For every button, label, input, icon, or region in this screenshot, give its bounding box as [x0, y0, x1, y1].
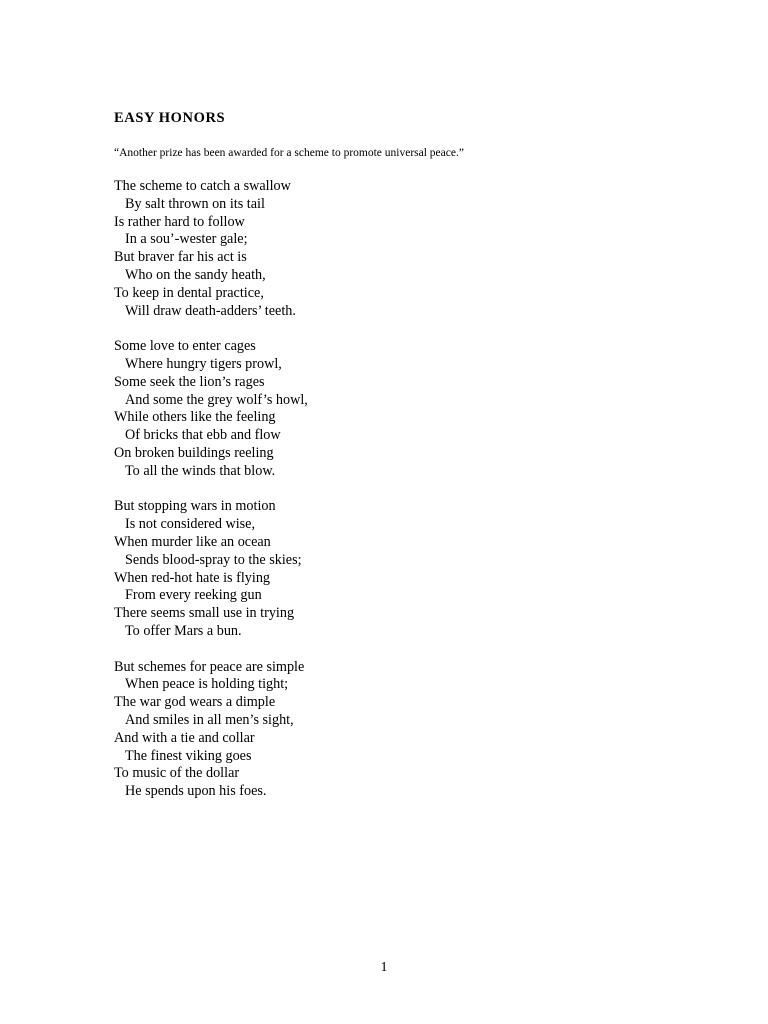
poem-line: When murder like an ocean [114, 533, 271, 550]
poem-line: Is not considered wise, [125, 516, 256, 533]
poem-line: Of bricks that ebb and flow [125, 427, 281, 444]
poem-line: And smiles in all men’s sight, [125, 711, 294, 728]
stanza-2 [114, 338, 674, 480]
poem-line: And some the grey wolf’s howl, [125, 391, 308, 408]
poem-line: The war god wears a dimple [114, 694, 276, 711]
poem-line: When peace is holding tight; [125, 676, 289, 693]
poem-line: Is rather hard to follow [114, 213, 245, 230]
poem-line: To all the winds that blow. [125, 462, 276, 479]
poem-line: There seems small use in trying [114, 605, 295, 622]
poem-line: He spends upon his foes. [125, 783, 267, 800]
poem-line: Will draw death-adders’ teeth. [125, 302, 296, 319]
poem-line: To music of the dollar [114, 765, 240, 782]
poem-line: On broken buildings reeling [114, 444, 274, 461]
poem-line: While others like the feeling [114, 409, 276, 426]
poem-line: In a sou’-wester gale; [125, 231, 248, 248]
poem-line: To keep in dental practice, [114, 284, 264, 301]
poem-line: The scheme to catch a swallow [114, 178, 291, 194]
poem-line: But braver far his act is [114, 249, 247, 266]
poem-line: From every reeking gun [125, 587, 262, 604]
stanza-3 [114, 498, 674, 640]
epigraph: “Another prize has been awarded for a scheme to promote universal peace.” [114, 147, 464, 159]
poem-line: Some seek the lion’s rages [114, 373, 265, 390]
stanza-4 [114, 659, 674, 801]
stanza-1 [114, 178, 674, 320]
poem-line: But schemes for peace are simple [114, 658, 305, 675]
poem-line: And with a tie and collar [114, 729, 255, 746]
poem-line: The finest viking goes [125, 747, 252, 764]
page-number: 1 [380, 960, 388, 975]
poem-line: Sends blood-spray to the skies; [125, 551, 302, 568]
poem-body [114, 178, 674, 819]
poem-title: EASY HONORS [114, 110, 226, 126]
poem-line: When red-hot hate is flying [114, 569, 271, 586]
poem-line: Where hungry tigers prowl, [125, 355, 282, 372]
poem-line: But stopping wars in motion [114, 498, 276, 515]
poem-line: Who on the sandy heath, [125, 266, 266, 283]
poem-line: To offer Mars a bun. [125, 622, 242, 639]
poem-line: By salt thrown on its tail [125, 195, 265, 212]
poem-line: Some love to enter cages [114, 338, 256, 355]
